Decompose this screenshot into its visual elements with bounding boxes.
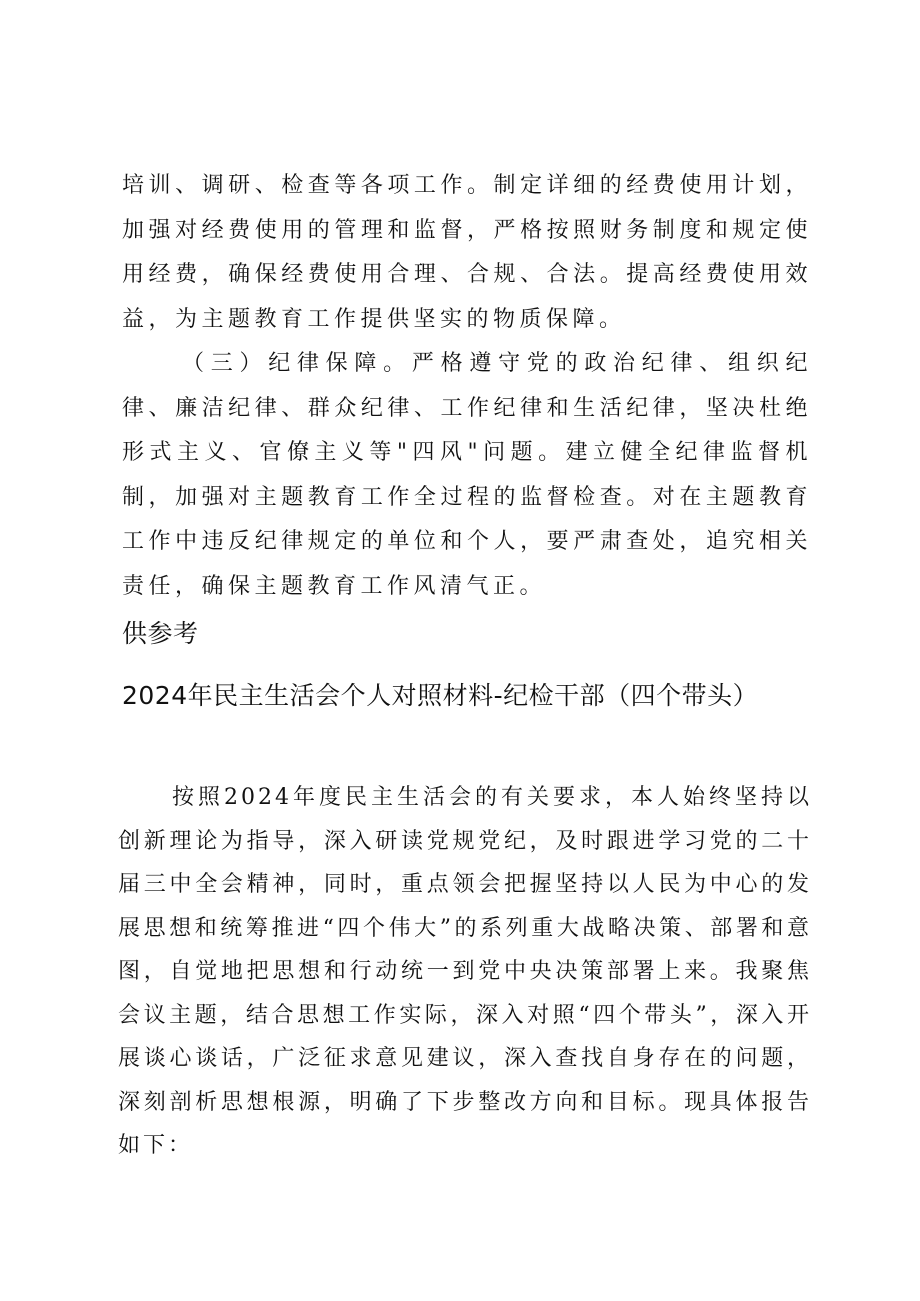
- paragraph-discipline-guarantee: （三）纪律保障。严格遵守党的政治纪律、组织纪律、廉洁纪律、群众纪律、工作纪律和生活纪律，坚决杜绝形式主义、官僚主义等"四风"问题。建立健全纪律监督机制，加强对主题教育工作全过程的监督检查。对在主题教育工作中违反纪律规定的单位和个人，要严肃查处，追究相关责任，确保主题教育工作风清气正。: [122, 351, 812, 599]
- section-report-intro: [118, 776, 812, 1168]
- section-previous-content: [122, 164, 812, 609]
- reference-label: 供参考: [122, 619, 199, 648]
- document-title: 2024年民主生活会个人对照材料-纪检干部（四个带头）: [122, 681, 759, 710]
- paragraph-introduction: 按照2024年度民主生活会的有关要求，本人始终坚持以创新理论为指导，深入研读党规党纪，及时跟进学习党的二十届三中全会精神，同时，重点领会把握坚持以人民为中心的发展思想和统筹推进“四个伟大”的系列重大战略决策、部署和意图，自觉地把思想和行动统一到党中央决策部署上来。我聚焦会议主题，结合思想工作实际，深入对照“四个带头”，深入开展谈心谈话，广泛征求意见建议，深入查找自身存在的问题，深刻剖析思想根源，明确了下步整改方向和目标。现具体报告如下：: [118, 785, 812, 1158]
- paragraph-funding-guarantee: 培训、调研、检查等各项工作。制定详细的经费使用计划，加强对经费使用的管理和监督，严格按照财务制度和规定使用经费，确保经费使用合理、合规、合法。提高经费使用效益，为主题教育工作提供坚实的物质保障。: [122, 173, 812, 332]
